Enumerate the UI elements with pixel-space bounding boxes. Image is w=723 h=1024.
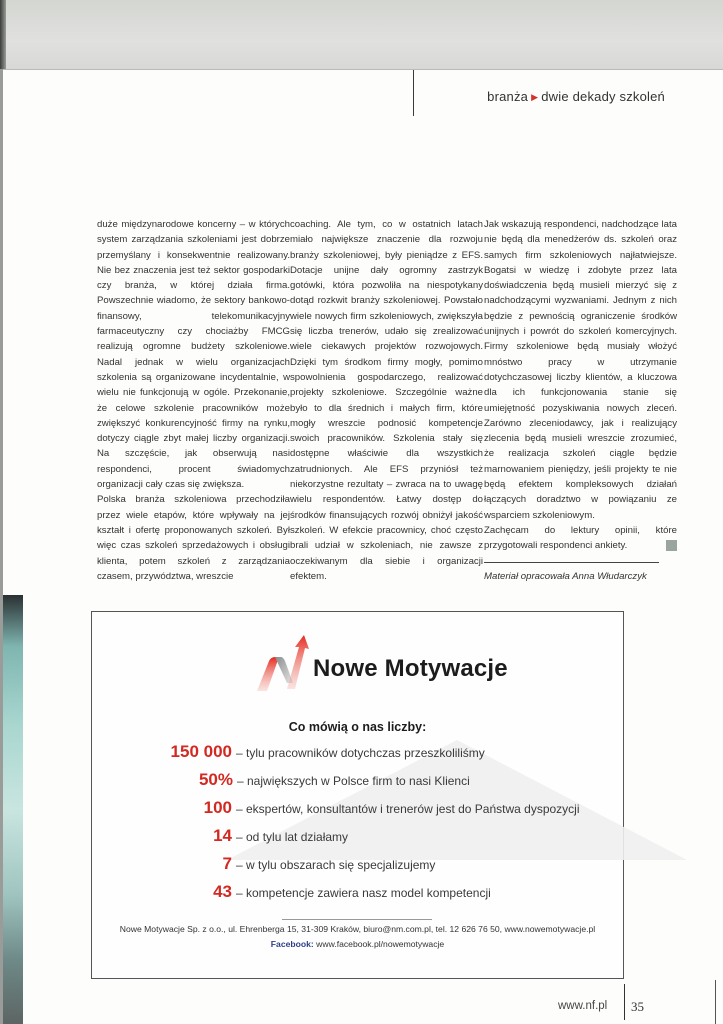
- header-divider: [413, 70, 414, 116]
- article-column-1: [97, 217, 290, 584]
- stat-item: [92, 798, 580, 824]
- advertisement-box: [91, 611, 624, 979]
- contact-line: Nowe Motywacje Sp. z o.o., ul. Ehrenberga 15, 31-309 Kraków, biuro@nm.com.pl, tel. 12 626 76 50, www.nowemotywacje.pl: [119, 924, 596, 934]
- footer-divider: [624, 984, 625, 1020]
- paragraph: Polska branża szkoleniowa przechodziła przez wiele etapów, które wpływały na jej kształt i ofertę proponowanych szkoleń. Był więc czas szkoleń sprzedażowych i obsługi klienta, potem szkoleń z zarządzania czasem, przywództwa, wreszcie: [97, 494, 290, 582]
- facebook-line: [92, 939, 623, 949]
- stat-description: – od tylu lat działamy: [236, 830, 349, 844]
- paragraph: duże międzynarodowe koncerny – w których system zarządzania szkoleniami jest dobrze przemyślany i konsekwentnie realizowany. Nie bez znaczenia jest też sektor gospodarki czy branża, w której działa firma. Powszechnie wiadomo, że sektory bankowo-finansowy, telekomunikacyjny farmaceutyczny czy chociażby FMCG realizują ogromne budżety szkoleniowe. Nadal jednak w wielu organizacjach szkolenia są organizowane incydentalnie, w wielu nie funkcjonują w ogóle. Przekonanie, że celowe szkolenie pracowników może zwiększyć konkurencyjność firmy na rynku, dotyczy ciągle zbyt małej liczby organizacji. Na szczęście, jak obserwują nasi respondenci, procent świadomych organizacji cały czas się zwiększa.: [97, 219, 290, 491]
- page-top-band: [0, 0, 723, 70]
- stat-item: [92, 854, 435, 880]
- stat-description: – największych w Polsce firm to nasi Klienci: [237, 774, 470, 788]
- stat-number: 43: [213, 882, 232, 901]
- stat-item: [92, 882, 491, 908]
- triangle-right-icon: ▶: [531, 92, 539, 102]
- article-column-3: [484, 217, 677, 554]
- stat-description: – ekspertów, konsultantów i trenerów jest do Państwa dyspozycji: [236, 802, 580, 816]
- end-of-article-square-icon: [666, 540, 677, 551]
- footer-url[interactable]: www.nf.pl: [558, 1000, 608, 1012]
- stat-description: – w tylu obszarach się specjalizujemy: [236, 858, 436, 872]
- author-credit: Materiał opracowała Anna Włudarczyk: [484, 571, 647, 582]
- stat-description: – kompetencje zawiera nasz model kompetencji: [236, 886, 491, 900]
- ad-subtitle: Co mówią o nas liczby:: [288, 720, 427, 734]
- section-label: branża: [487, 89, 529, 104]
- facebook-url[interactable]: www.facebook.pl/nowemotywacje: [316, 939, 445, 949]
- paragraph: Jak wskazują respondenci, nadchodzące lata nie będą dla menedżerów ds. szkoleń oraz samych firm szkoleniowych najłatwiejsze. Bogatsi w wiedzę i zdobyte przez lata doświadczenia będą musieli mierzyć się z nadchodzącymi wyzwaniami. Jednym z nich będzie z pewnością ograniczenie środków unijnych i powrót do szkoleń komercyjnych. Firmy szkoleniowe będą musiały włożyć mnóstwo pracy w utrzymanie dotychczasowej liczby klientów, a kluczowa dla ich funkcjonowania stanie się umiejętność pozyskiwania nowych zleceń. Zarówno zleceniodawcy, jak i realizujący zlecenia będą musieli wreszcie zrozumieć, że realizacja szkoleń ciągle będzie marnowaniem pieniędzy, jeśli projekty te nie będą efektem kompleksowych działań łączących doradztwo w powiązaniu ze wsparciem szkoleniowym.: [484, 219, 677, 521]
- stat-number: 50%: [198, 770, 233, 789]
- running-head: [487, 89, 665, 104]
- facing-page-photo-strip: [3, 595, 23, 1024]
- ad-divider: [282, 919, 432, 920]
- stat-item: [92, 826, 348, 852]
- stat-number: 100: [203, 798, 232, 817]
- brand-name: Nowe Motywacje: [313, 655, 508, 682]
- rising-arrow-n-logo-icon: [255, 633, 313, 693]
- page-right-edge: [715, 980, 716, 1024]
- page-number: 35: [631, 999, 644, 1014]
- stat-number: 7: [222, 854, 232, 873]
- closing-sentence: Zachęcam do lektury opinii, które przygotowali respondenci ankiety.: [484, 524, 677, 552]
- article-column-2: [290, 217, 483, 584]
- brand-logo: [255, 633, 575, 693]
- stat-number: 14: [213, 826, 232, 845]
- credit-divider: [484, 562, 659, 563]
- stat-item: [92, 742, 485, 768]
- paragraph: [484, 523, 677, 554]
- stat-description: – tylu pracowników dotychczas przeszkoliliśmy: [236, 746, 485, 760]
- stat-number: 150 000: [170, 742, 232, 761]
- topic-label: dwie dekady szkoleń: [541, 89, 665, 104]
- paragraph: coaching. Ale tym, co w ostatnich latach miało największe znaczenie dla rozwoju branży szkoleniowej, były pieniądze z EFS. Dotacje unijne dały ogromny zastrzyk gotówki, która pozwoliła na niespotykany dotąd rozkwit branży szkoleniowej. Powstało wiele nowych firm szkoleniowych, zwiększyła się liczba trenerów, udało się zrealizować wiele ciekawych projektów rozwojowych. Dzięki tym środkom firmy mogły, pomimo spowolnienia gospodarczego, realizować projekty szkoleniowe. Szczególnie ważne było to dla średnich i małych firm, które mogły wreszcie podnosić kompetencje swoich pracowników. Szkolenia stały się dostępne właściwie dla wszystkich zatrudnionych. Ale EFS przyniósł też niekorzystne rezultaty – zwraca na to uwagę wielu respondentów. Łatwy dostęp do środków finansujących rozwój obniżył jakość szkoleń. W efekcie pracownicy, choć często brali udział w szkoleniach, nie zawsze z oczekiwanym dla siebie i organizacji efektem.: [290, 219, 483, 582]
- facebook-label: Facebook:: [270, 939, 314, 949]
- stat-item: [92, 770, 470, 796]
